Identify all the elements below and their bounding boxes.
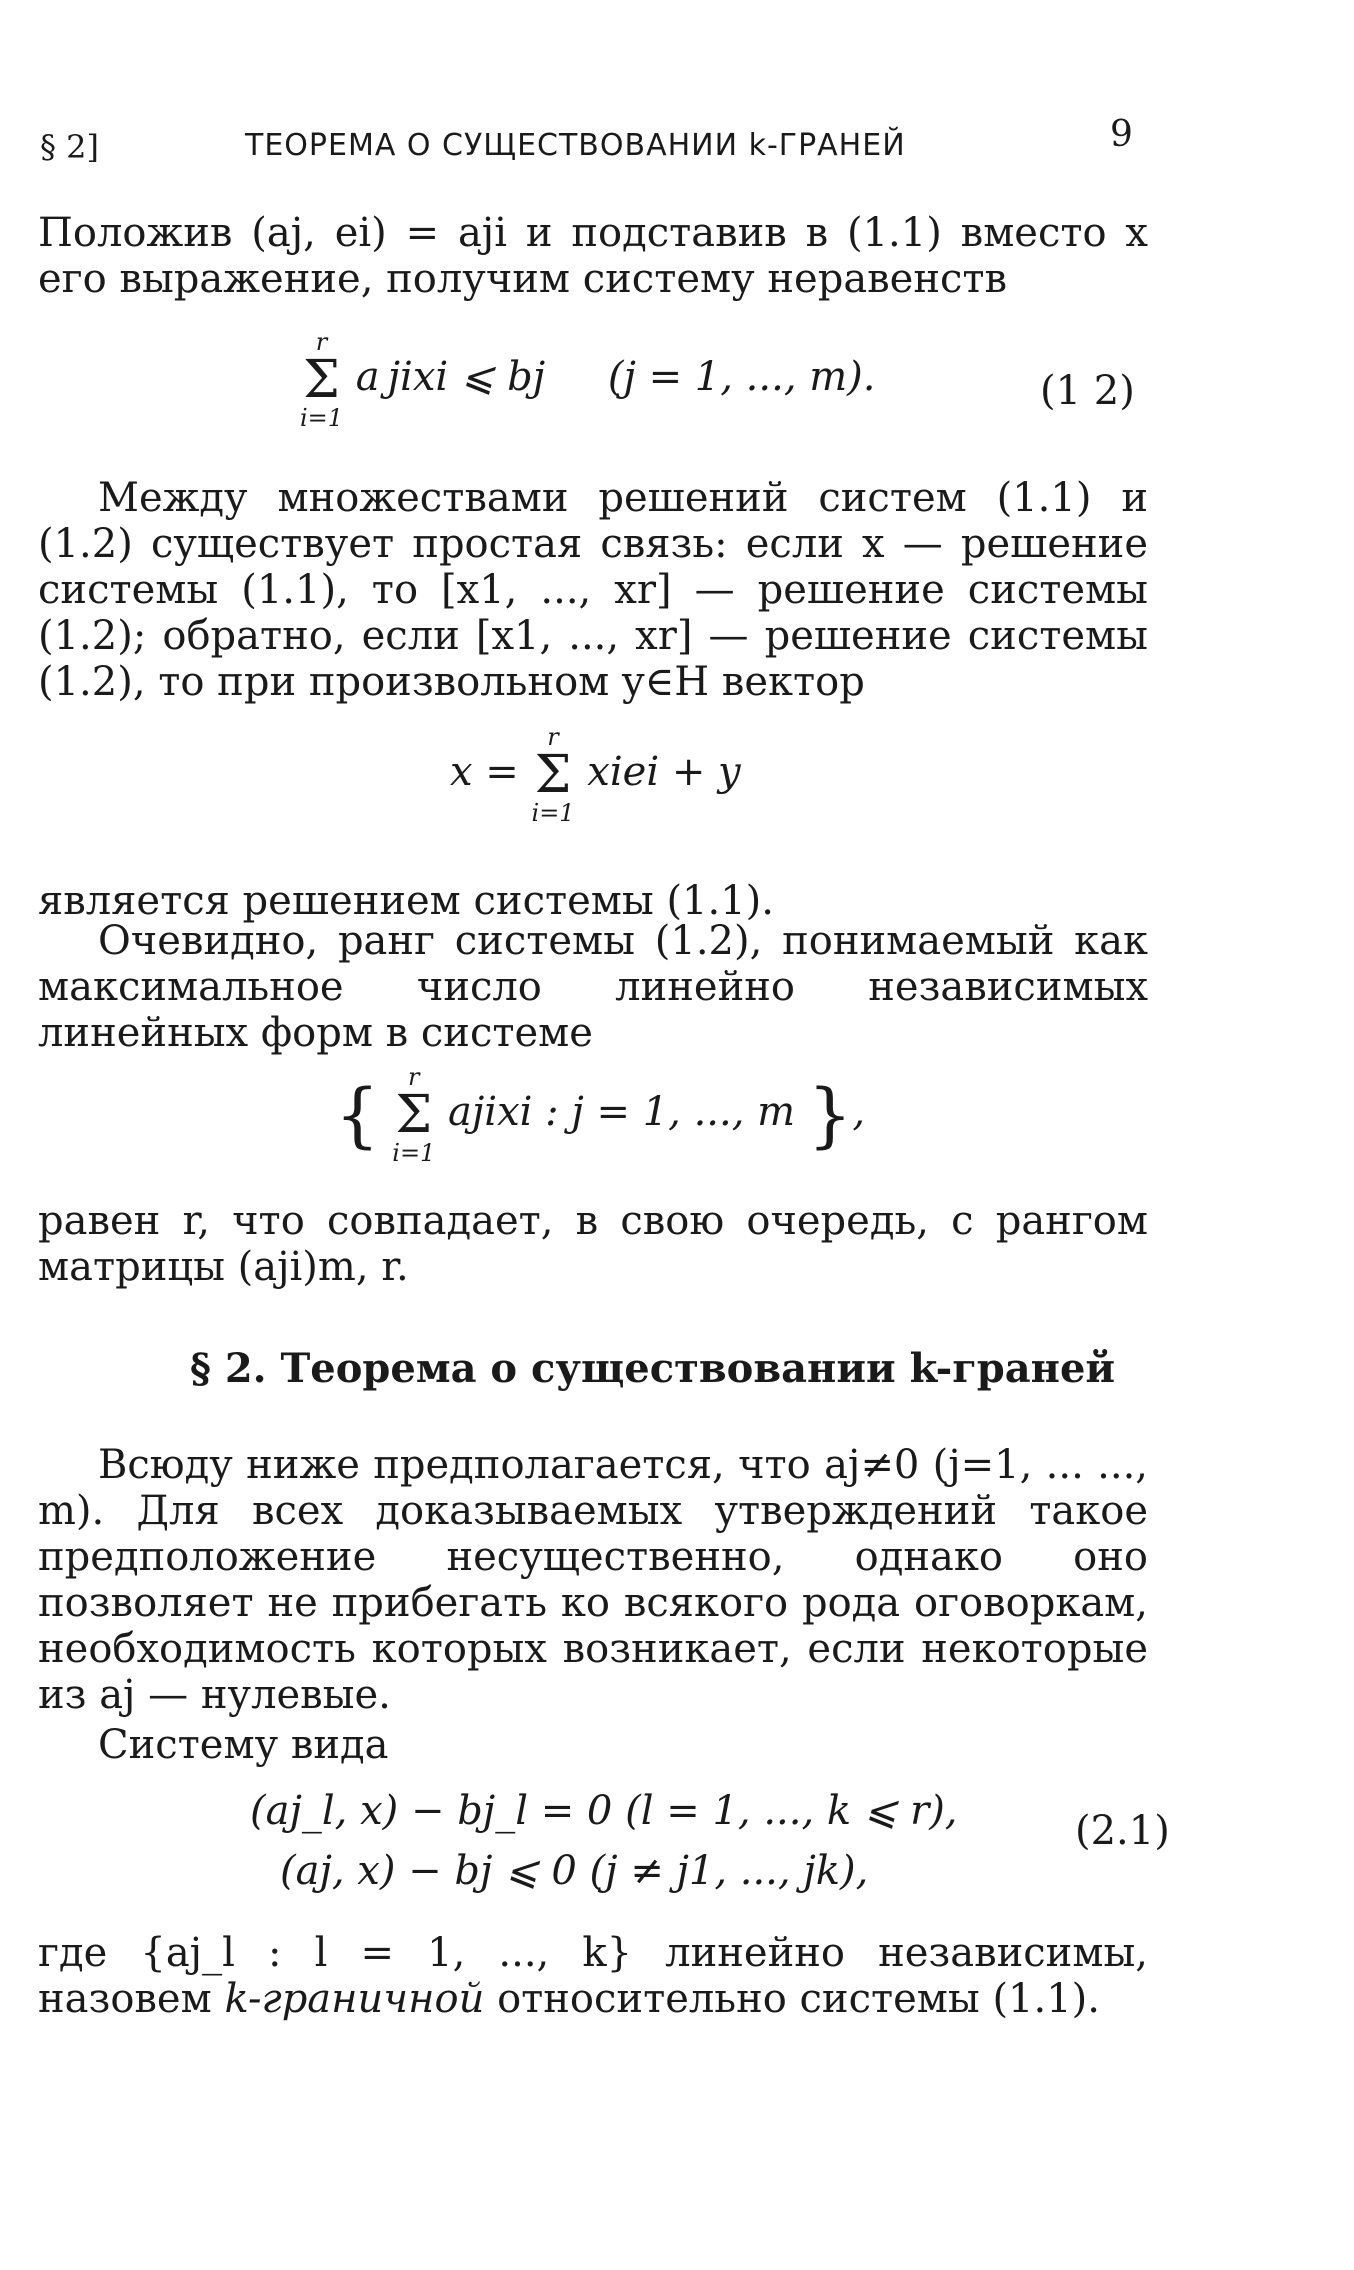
section-title: § 2. Теорема о существовании k-граней (190, 1345, 1116, 1392)
paragraph-3: является решением системы (1.1). (38, 878, 774, 924)
running-header (30, 108, 1140, 168)
header-running-title: ТЕОРЕМА О СУЩЕСТВОВАНИИ k-ГРАНЕЙ (245, 128, 906, 163)
equation-1-2-body: a jixi ⩽ bj (355, 354, 546, 400)
equation-x-lhs: x = (450, 749, 519, 795)
paragraph-6: Всюду ниже предполагается, что aj≠0 (j=1, ... ..., m). Для всех доказываемых утверждений такое предположение несущественно, однако оно позволяет не прибегать ко всякого рода оговоркам, необходимость которых возникает, если некоторые из aj — нулевые. (38, 1442, 1148, 1718)
header-section-mark: § 2] (40, 128, 100, 166)
paragraph-5: равен r, что совпадает, в свою очередь, с рангом матрицы (aji)m, r. (38, 1198, 1148, 1290)
equation-set-body: ajixi : j = 1, ..., m (448, 1089, 796, 1135)
left-brace: { (335, 1074, 380, 1156)
paragraph-7: Систему вида (98, 1722, 389, 1768)
paragraph-4: Очевидно, ранг системы (1.2), понимаемый как максимальное число линейно независимых линейных форм в системе (38, 918, 1148, 1056)
paragraph-8-part-1: где {aj_l : l = 1, ..., k} линейно независимы, назовем (38, 1930, 1148, 2022)
paragraph-8 (38, 1930, 1148, 2022)
paragraph-2: Между множествами решений систем (1.1) и (1.2) существует простая связь: если x — решение системы (1.1), то [x1, ..., xr] — решение системы (1.2); обратно, если [x1, ..., xr] — решение системы (1.2), то при произвольном y∈H вектор (38, 475, 1148, 705)
equation-2-1-line-2: (aj, x) − bj ⩽ 0 (j ≠ j1, ..., jk), (280, 1848, 869, 1894)
equation-x-body: xiei + y (587, 749, 741, 795)
equation-1-2-range: (j = 1, ..., m). (607, 354, 876, 400)
paragraph-8-part-2: относительно системы (1.1). (497, 1976, 1100, 2022)
equation-set-tail: , (852, 1089, 866, 1135)
sum-symbol: r Σ i=1 (300, 328, 344, 432)
equation-2-1-line-1: (aj_l, x) − bj_l = 0 (l = 1, ..., k ⩽ r), (250, 1788, 958, 1834)
page-number: 9 (1110, 114, 1133, 155)
equation-1-2 (300, 330, 876, 430)
equation-2-1-number: (2.1) (1075, 1808, 1170, 1854)
sum-symbol: r Σ i=1 (531, 723, 575, 827)
sum-symbol: r Σ i=1 (392, 1063, 436, 1167)
right-brace: } (807, 1074, 853, 1156)
equation-x (450, 725, 741, 825)
paragraph-8-emphasis: k-граничной (224, 1976, 485, 2022)
equation-1-2-number: (1 2) (1040, 368, 1135, 414)
equation-set (335, 1065, 865, 1165)
paragraph-1: Положив (aj, ei) = aji и подставив в (1.1) вместо x его выражение, получим систему неравенств (38, 210, 1148, 302)
